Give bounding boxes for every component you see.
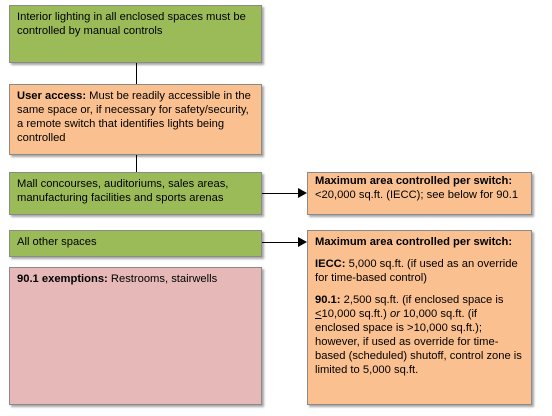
- ashrae-text-b: 10,000 sq.ft.): [321, 308, 390, 320]
- user-access-label: User access:: [17, 90, 87, 102]
- large-spaces-max-area-text: <20,000 sq.ft. (IECC); see below for 90.1: [315, 189, 519, 201]
- arrow-line-3: [262, 193, 298, 194]
- exemptions-text: Restrooms, stairwells: [107, 273, 218, 285]
- ashrae-text-c: 10,000 sq.ft. (if enclosed space is >10,000 sq.ft.); however, if used as override for time-based (scheduled) shutoff, control zone is limited to 5,000 sq.ft.: [315, 308, 522, 376]
- iecc-text: 5,000 sq.ft. (if used as an override for time-based control): [315, 258, 518, 284]
- other-spaces-max-area-label: Maximum area controlled per switch:: [315, 236, 513, 248]
- large-spaces-max-area-box: [307, 172, 532, 215]
- manual-controls-text: Interior lighting in all enclosed spaces must be controlled by manual controls: [17, 11, 246, 37]
- ashrae-or: or: [389, 308, 400, 320]
- large-spaces-box: [9, 172, 262, 215]
- arrow-head-4: [298, 237, 307, 247]
- manual-controls-box: [9, 5, 262, 63]
- ashrae-label: 90.1:: [315, 294, 341, 306]
- exemptions-label: 90.1 exemptions:: [17, 273, 108, 285]
- ashrae-text-a: 2,500 sq.ft. (if enclosed space is: [340, 294, 504, 306]
- large-spaces-text: Mall concourses, auditoriums, sales areas, manufacturing facilities and sports arenas: [17, 178, 229, 204]
- user-access-text: Must be readily accessible in the same space or, if necessary for safety/security, a remote switch that identifies lights being controlled: [17, 90, 251, 144]
- other-spaces-text: All other spaces: [17, 236, 97, 248]
- large-spaces-max-area-label: Maximum area controlled per switch:: [315, 175, 513, 187]
- ashrae-le-symbol: <: [315, 308, 322, 320]
- arrow-head-3: [298, 188, 307, 198]
- connector-1-2: [136, 63, 137, 84]
- other-spaces-box: [9, 230, 262, 257]
- connector-2-3: [136, 155, 137, 172]
- other-spaces-max-area-box: [307, 230, 532, 405]
- arrow-line-4: [262, 242, 298, 243]
- iecc-label: IECC:: [315, 258, 346, 270]
- user-access-box: [9, 84, 262, 155]
- exemptions-box: [9, 267, 262, 405]
